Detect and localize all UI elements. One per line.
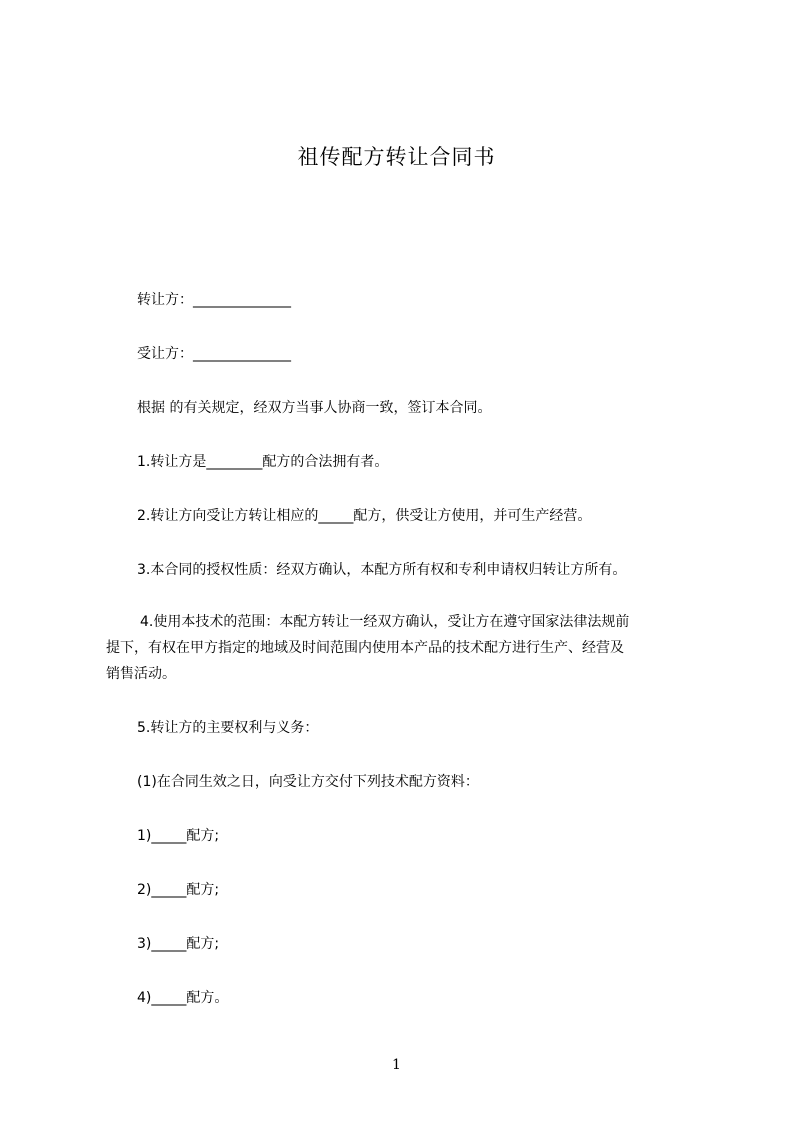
clause-1: 1.转让方是________配方的合法拥有者。	[137, 454, 389, 470]
intro-paragraph: 根据 的有关规定，经双方当事人协商一致，签订本合同。	[137, 400, 492, 416]
document-title: 祖传配方转让合同书	[297, 145, 496, 169]
clause-3: 3.本合同的授权性质：经双方确认，本配方所有权和专利申请权归转让方所有。	[137, 562, 627, 578]
clause-4-line-1: 4.使用本技术的范围：本配方转让一经双方确认，受让方在遵守国家法律法规前	[140, 614, 630, 630]
clause-5-item-1: (1)在合同生效之日，向受让方交付下列技术配方资料：	[137, 774, 479, 790]
transferor-field: 转让方：______________	[137, 292, 291, 308]
clause-4-line-2: 提下，有权在甲方指定的地域及时间范围内使用本产品的技术配方进行生产、经营及	[106, 640, 624, 656]
list-item: 3)_____配方;	[137, 936, 220, 952]
list-item: 1)_____配方;	[137, 828, 220, 844]
transferee-field: 受让方：______________	[137, 346, 291, 362]
page-number: 1	[392, 1057, 401, 1073]
list-item: 2)_____配方;	[137, 882, 220, 898]
clause-4-line-3: 销售活动。	[106, 666, 176, 682]
clause-5: 5.转让方的主要权利与义务：	[137, 720, 319, 736]
list-item: 4)_____配方。	[137, 990, 229, 1006]
clause-2: 2.转让方向受让方转让相应的_____配方，供受让方使用，并可生产经营。	[137, 508, 592, 524]
